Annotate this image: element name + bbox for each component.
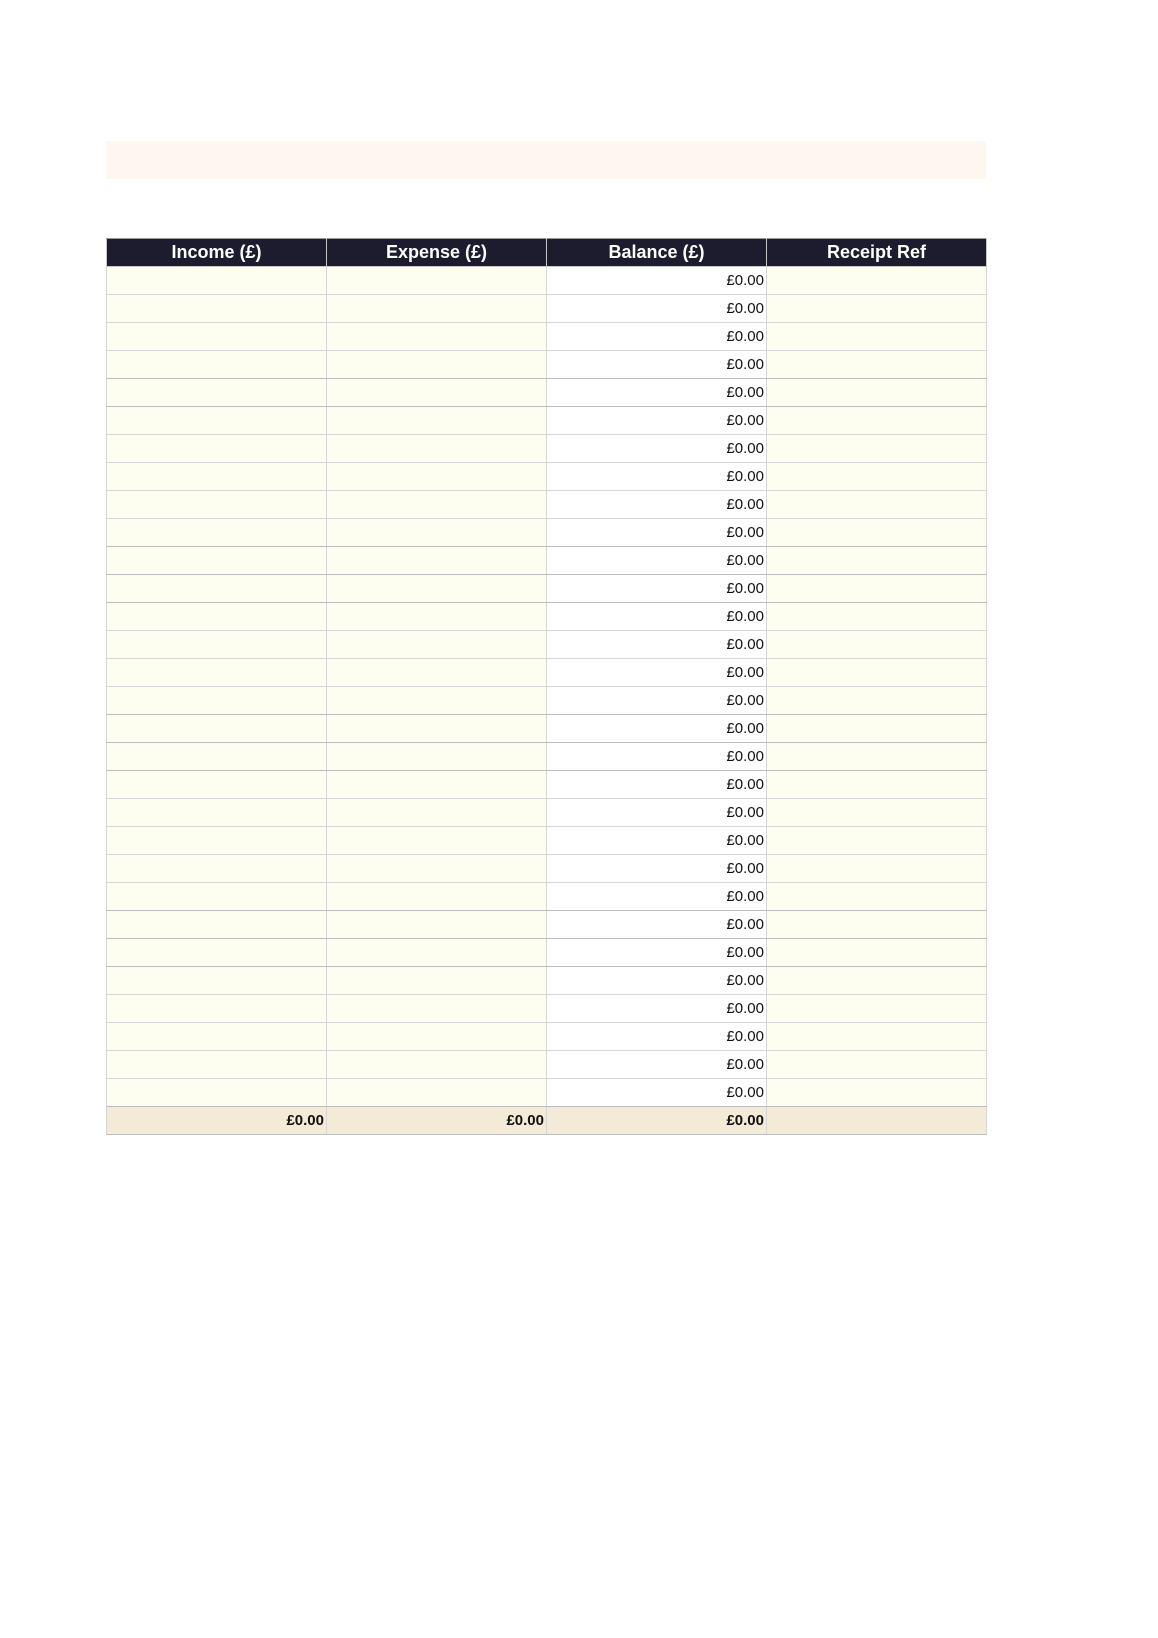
income-cell[interactable] bbox=[107, 267, 327, 295]
balance-cell: £0.00 bbox=[547, 855, 767, 883]
expense-cell[interactable] bbox=[327, 687, 547, 715]
receipt-ref-cell[interactable] bbox=[767, 939, 987, 967]
expense-cell[interactable] bbox=[327, 799, 547, 827]
receipt-ref-cell[interactable] bbox=[767, 267, 987, 295]
income-cell[interactable] bbox=[107, 855, 327, 883]
income-cell[interactable] bbox=[107, 1079, 327, 1107]
ledger-table bbox=[106, 238, 987, 1135]
table-row bbox=[107, 1051, 987, 1079]
table-row bbox=[107, 911, 987, 939]
totals-row bbox=[107, 1107, 987, 1135]
receipt-ref-cell[interactable] bbox=[767, 883, 987, 911]
header-balance: Balance (£) bbox=[547, 239, 767, 267]
receipt-ref-cell[interactable] bbox=[767, 659, 987, 687]
expense-cell[interactable] bbox=[327, 771, 547, 799]
receipt-ref-cell[interactable] bbox=[767, 1079, 987, 1107]
table-row bbox=[107, 743, 987, 771]
balance-cell: £0.00 bbox=[547, 379, 767, 407]
expense-cell[interactable] bbox=[327, 715, 547, 743]
table-row bbox=[107, 939, 987, 967]
expense-cell[interactable] bbox=[327, 967, 547, 995]
table-row bbox=[107, 575, 987, 603]
total-expense: £0.00 bbox=[327, 1107, 547, 1135]
income-cell[interactable] bbox=[107, 827, 327, 855]
receipt-ref-cell[interactable] bbox=[767, 575, 987, 603]
balance-cell: £0.00 bbox=[547, 519, 767, 547]
receipt-ref-cell[interactable] bbox=[767, 995, 987, 1023]
receipt-ref-cell[interactable] bbox=[767, 1051, 987, 1079]
table-row bbox=[107, 771, 987, 799]
balance-cell: £0.00 bbox=[547, 1079, 767, 1107]
receipt-ref-cell[interactable] bbox=[767, 631, 987, 659]
income-cell[interactable] bbox=[107, 743, 327, 771]
income-cell[interactable] bbox=[107, 771, 327, 799]
balance-cell: £0.00 bbox=[547, 547, 767, 575]
expense-cell[interactable] bbox=[327, 1079, 547, 1107]
receipt-ref-cell[interactable] bbox=[767, 687, 987, 715]
receipt-ref-cell[interactable] bbox=[767, 435, 987, 463]
table-row bbox=[107, 519, 987, 547]
expense-cell[interactable] bbox=[327, 743, 547, 771]
receipt-ref-cell[interactable] bbox=[767, 799, 987, 827]
header-expense: Expense (£) bbox=[327, 239, 547, 267]
table-row bbox=[107, 379, 987, 407]
receipt-ref-cell[interactable] bbox=[767, 379, 987, 407]
income-cell[interactable] bbox=[107, 967, 327, 995]
table-row bbox=[107, 491, 987, 519]
balance-cell: £0.00 bbox=[547, 463, 767, 491]
balance-cell: £0.00 bbox=[547, 435, 767, 463]
balance-cell: £0.00 bbox=[547, 631, 767, 659]
income-cell[interactable] bbox=[107, 435, 327, 463]
income-cell[interactable] bbox=[107, 1023, 327, 1051]
receipt-ref-cell[interactable] bbox=[767, 967, 987, 995]
balance-cell: £0.00 bbox=[547, 295, 767, 323]
balance-cell: £0.00 bbox=[547, 575, 767, 603]
income-cell[interactable] bbox=[107, 491, 327, 519]
table-row bbox=[107, 631, 987, 659]
expense-cell[interactable] bbox=[327, 323, 547, 351]
table-row bbox=[107, 463, 987, 491]
income-cell[interactable] bbox=[107, 295, 327, 323]
income-cell[interactable] bbox=[107, 547, 327, 575]
receipt-ref-cell[interactable] bbox=[767, 1023, 987, 1051]
receipt-ref-cell[interactable] bbox=[767, 743, 987, 771]
balance-cell: £0.00 bbox=[547, 1023, 767, 1051]
expense-cell[interactable] bbox=[327, 1051, 547, 1079]
expense-cell[interactable] bbox=[327, 351, 547, 379]
expense-cell[interactable] bbox=[327, 519, 547, 547]
income-cell[interactable] bbox=[107, 463, 327, 491]
income-cell[interactable] bbox=[107, 575, 327, 603]
balance-cell: £0.00 bbox=[547, 939, 767, 967]
income-cell[interactable] bbox=[107, 799, 327, 827]
table-row bbox=[107, 323, 987, 351]
income-cell[interactable] bbox=[107, 911, 327, 939]
expense-cell[interactable] bbox=[327, 491, 547, 519]
balance-cell: £0.00 bbox=[547, 799, 767, 827]
table-row bbox=[107, 1079, 987, 1107]
expense-cell[interactable] bbox=[327, 659, 547, 687]
balance-cell: £0.00 bbox=[547, 491, 767, 519]
income-cell[interactable] bbox=[107, 351, 327, 379]
balance-cell: £0.00 bbox=[547, 659, 767, 687]
ledger-body bbox=[107, 267, 987, 1107]
expense-cell[interactable] bbox=[327, 883, 547, 911]
receipt-ref-cell[interactable] bbox=[767, 491, 987, 519]
table-row bbox=[107, 547, 987, 575]
total-receipt bbox=[767, 1107, 987, 1135]
table-row bbox=[107, 967, 987, 995]
income-cell[interactable] bbox=[107, 603, 327, 631]
balance-cell: £0.00 bbox=[547, 407, 767, 435]
receipt-ref-cell[interactable] bbox=[767, 407, 987, 435]
receipt-ref-cell[interactable] bbox=[767, 771, 987, 799]
receipt-ref-cell[interactable] bbox=[767, 547, 987, 575]
income-cell[interactable] bbox=[107, 519, 327, 547]
table-row bbox=[107, 687, 987, 715]
receipt-ref-cell[interactable] bbox=[767, 295, 987, 323]
table-row bbox=[107, 995, 987, 1023]
income-cell[interactable] bbox=[107, 379, 327, 407]
header-row bbox=[107, 239, 987, 267]
receipt-ref-cell[interactable] bbox=[767, 323, 987, 351]
income-cell[interactable] bbox=[107, 631, 327, 659]
balance-cell: £0.00 bbox=[547, 1051, 767, 1079]
expense-cell[interactable] bbox=[327, 603, 547, 631]
receipt-ref-cell[interactable] bbox=[767, 715, 987, 743]
expense-cell[interactable] bbox=[327, 939, 547, 967]
table-row bbox=[107, 855, 987, 883]
balance-cell: £0.00 bbox=[547, 323, 767, 351]
balance-cell: £0.00 bbox=[547, 883, 767, 911]
balance-cell: £0.00 bbox=[547, 351, 767, 379]
receipt-ref-cell[interactable] bbox=[767, 827, 987, 855]
receipt-ref-cell[interactable] bbox=[767, 519, 987, 547]
expense-cell[interactable] bbox=[327, 407, 547, 435]
receipt-ref-cell[interactable] bbox=[767, 351, 987, 379]
balance-cell: £0.00 bbox=[547, 911, 767, 939]
expense-cell[interactable] bbox=[327, 855, 547, 883]
balance-cell: £0.00 bbox=[547, 771, 767, 799]
receipt-ref-cell[interactable] bbox=[767, 463, 987, 491]
income-cell[interactable] bbox=[107, 407, 327, 435]
expense-cell[interactable] bbox=[327, 295, 547, 323]
expense-cell[interactable] bbox=[327, 267, 547, 295]
total-balance: £0.00 bbox=[547, 1107, 767, 1135]
table-row bbox=[107, 267, 987, 295]
balance-cell: £0.00 bbox=[547, 995, 767, 1023]
table-row bbox=[107, 295, 987, 323]
income-cell[interactable] bbox=[107, 883, 327, 911]
income-cell[interactable] bbox=[107, 715, 327, 743]
income-cell[interactable] bbox=[107, 659, 327, 687]
balance-cell: £0.00 bbox=[547, 603, 767, 631]
table-row bbox=[107, 659, 987, 687]
table-row bbox=[107, 883, 987, 911]
total-income: £0.00 bbox=[107, 1107, 327, 1135]
income-cell[interactable] bbox=[107, 687, 327, 715]
expense-cell[interactable] bbox=[327, 435, 547, 463]
balance-cell: £0.00 bbox=[547, 827, 767, 855]
table-row bbox=[107, 1023, 987, 1051]
balance-cell: £0.00 bbox=[547, 687, 767, 715]
balance-cell: £0.00 bbox=[547, 267, 767, 295]
income-cell[interactable] bbox=[107, 939, 327, 967]
header-income: Income (£) bbox=[107, 239, 327, 267]
income-cell[interactable] bbox=[107, 1051, 327, 1079]
receipt-ref-cell[interactable] bbox=[767, 911, 987, 939]
balance-cell: £0.00 bbox=[547, 743, 767, 771]
receipt-ref-cell[interactable] bbox=[767, 855, 987, 883]
title-band[interactable] bbox=[106, 141, 986, 179]
income-cell[interactable] bbox=[107, 323, 327, 351]
table-row bbox=[107, 603, 987, 631]
table-row bbox=[107, 435, 987, 463]
expense-cell[interactable] bbox=[327, 463, 547, 491]
expense-cell[interactable] bbox=[327, 631, 547, 659]
table-row bbox=[107, 407, 987, 435]
ledger-header bbox=[107, 239, 987, 267]
expense-cell[interactable] bbox=[327, 575, 547, 603]
expense-cell[interactable] bbox=[327, 1023, 547, 1051]
table-row bbox=[107, 799, 987, 827]
table-row bbox=[107, 827, 987, 855]
balance-cell: £0.00 bbox=[547, 967, 767, 995]
table-row bbox=[107, 715, 987, 743]
receipt-ref-cell[interactable] bbox=[767, 603, 987, 631]
table-row bbox=[107, 351, 987, 379]
expense-cell[interactable] bbox=[327, 379, 547, 407]
balance-cell: £0.00 bbox=[547, 715, 767, 743]
header-receipt-ref: Receipt Ref bbox=[767, 239, 987, 267]
expense-cell[interactable] bbox=[327, 547, 547, 575]
expense-cell[interactable] bbox=[327, 827, 547, 855]
expense-cell[interactable] bbox=[327, 911, 547, 939]
expense-cell[interactable] bbox=[327, 995, 547, 1023]
income-cell[interactable] bbox=[107, 995, 327, 1023]
